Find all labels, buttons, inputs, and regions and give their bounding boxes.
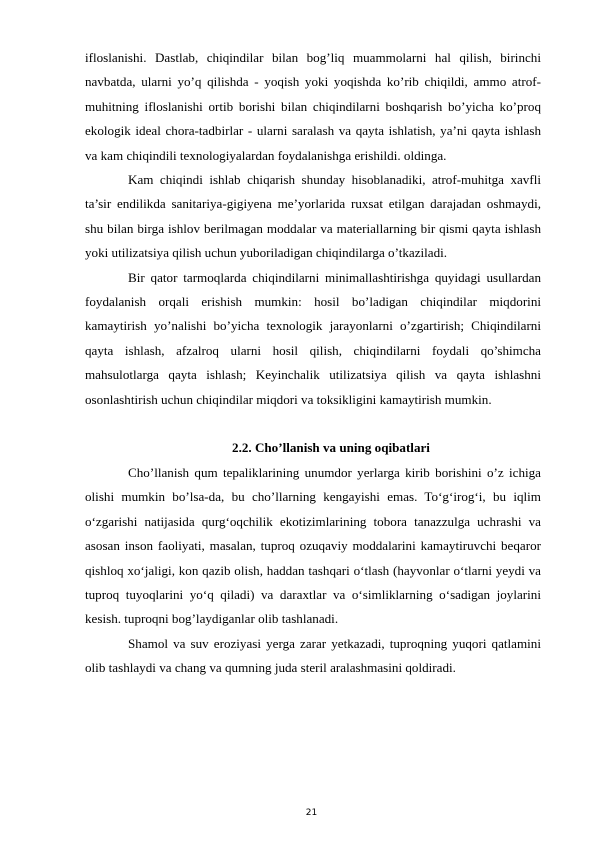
- section-heading: 2.2. Cho’llanish va uning oqibatlari: [232, 440, 430, 456]
- paragraph: ifloslanishi. Dastlab, chiqindilar bilan bog’liq muammolarni hal qilish, birinchi navbatda, ularni yo’q qilishda - yoqish yoki yoqishda ko’rib chiqildi, ammo atrof-muhitning ifloslanishi ortib borishi bilan chiqindilarni boshqarish bo’yicha ko’proq ekologik ideal chora-tadbirlar - ularni saralash va qayta ishlatish, ya’ni qayta ishlash va kam chiqindili texnologiyalardan foydalanishga erishildi. oldinga.: [85, 50, 541, 163]
- paragraph: Kam chiqindi ishlab chiqarish shunday hisoblanadiki, atrof-muhitga xavfli ta’sir endilikda sanitariya-gigiyena me’yorlarida ruxsat etilgan darajadan oshmaydi, shu bilan birga ishlov berilmagan moddalar va materiallarning bir qismi qayta ishlash yoki utilizatsiya qilish uchun yuboriladigan chiqindilarga o’tkaziladi.: [85, 172, 541, 261]
- paragraph: Shamol va suv eroziyasi yerga zarar yetkazadi, tuproqning yuqori qatlamini olib tashlaydi va chang va qumning juda steril aralashmasini qoldiradi.: [85, 635, 541, 676]
- page-number: 21: [305, 808, 318, 818]
- page-body: [85, 46, 541, 681]
- blank-line: [85, 412, 541, 436]
- paragraph: Bir qator tarmoqlarda chiqindilarni minimallashtirishga quyidagi usullardan foydalanish orqali erishish mumkin: hosil bo’ladigan chiqindilar miqdorini kamaytirish yo’nalishi bo’yicha texnologik jarayonlarni o’zgartirish; Chiqindilarni qayta ishlash, afzalroq ularni hosil qilish, chiqindilarni foydali qo’shimcha mahsulotlarga qayta ishlash; Keyinchalik utilizatsiya qilish va qayta ishlashni osonlashtirish uchun chiqindilar miqdori va toksikligini kamaytirish mumkin.: [85, 269, 541, 407]
- paragraph: Cho’llanish qum tepaliklarining unumdor yerlarga kirib borishini o’z ichiga olishi mumkin bo’lsa-da, bu cho’llarning kengayishi emas. To‘g‘irog‘i, bu iqlim o‘zgarishi natijasida qurg‘oqchilik ekotizimlarining tobora tanazzulga uchrashi va asosan inson faoliyati, masalan, tuproq ozuqaviy moddalarini kamaytiruvchi beqaror qishloq xo‘jaligi, kon qazib olish, haddan tashqari o‘tlash (hayvonlar o‘tlarni yeydi va tuproq tuyoqlarini yo‘q qiladi) va daraxtlar va o‘simliklarning o‘sadigan joylarini kesish. tuproqni bog’laydiganlar olib tashlanadi.: [85, 464, 541, 627]
